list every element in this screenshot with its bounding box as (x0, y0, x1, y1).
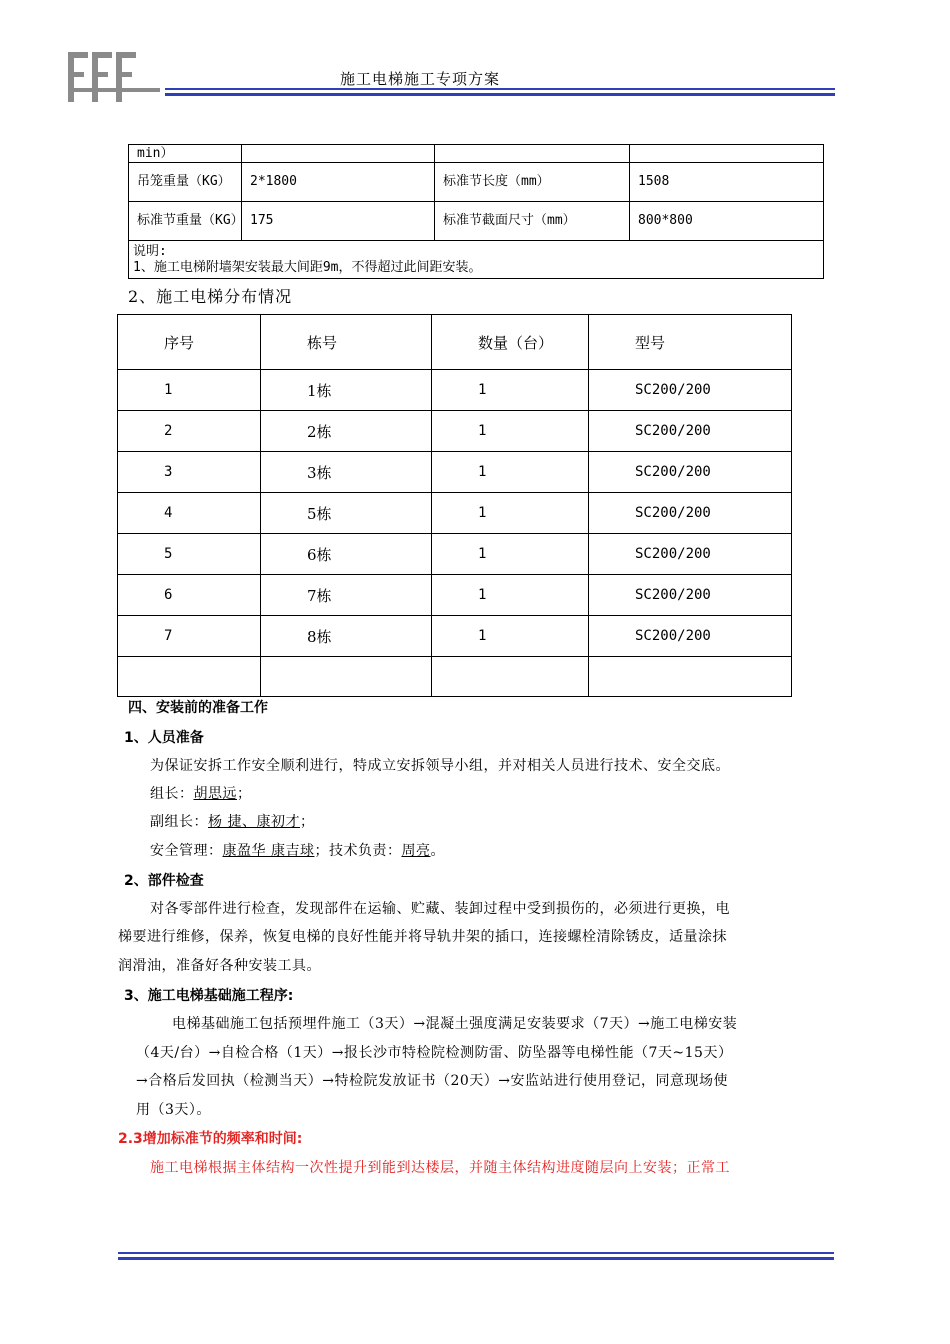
table-cell: 1 (432, 616, 589, 657)
paragraph-line: 梯要进行维修，保养，恢复电梯的良好性能并将导轨井架的插口，连接螺栓清除锈皮，适量涂抹 (118, 929, 727, 945)
section-heading: 四、安装前的准备工作 (128, 700, 268, 716)
column-header: 数量（台） (432, 315, 589, 370)
table-cell: 1 (432, 493, 589, 534)
table-cell: 2*1800 (242, 163, 435, 202)
table-cell (118, 657, 261, 697)
safety-names: 康盈华 康吉球 (222, 843, 315, 859)
table-cell: 2栋 (261, 411, 432, 452)
paragraph-line: （4天/台）→自检合格（1天）→报长沙市特检院检测防雷、防坠器等电梯性能（7天~15天） (136, 1045, 733, 1061)
punct: ； (299, 814, 315, 830)
table-cell (435, 145, 630, 163)
table-cell: 4 (118, 493, 261, 534)
paragraph-line: 用（3天）。 (136, 1102, 211, 1118)
leader-name: 胡思远 (193, 786, 237, 802)
leader-line (150, 783, 252, 803)
table-row (129, 145, 824, 163)
table-row (118, 657, 792, 697)
safety-line (150, 840, 445, 860)
label: 安全管理： (150, 843, 223, 859)
table-cell: 1 (118, 370, 261, 411)
table-cell: 2 (118, 411, 261, 452)
label: 组长： (150, 786, 194, 802)
paragraph: 为保证安拆工作安全顺利进行，特成立安拆领导小组，并对相关人员进行技术、安全交底。 (150, 758, 730, 774)
column-header: 序号 (118, 315, 261, 370)
paragraph-line: 施工电梯根据主体结构一次性提升到能到达楼层，并随主体结构进度随层向上安装；正常工 (150, 1160, 730, 1176)
section-heading: 2、施工电梯分布情况 (128, 287, 293, 306)
table-cell: 标准节长度（mm） (435, 163, 630, 202)
label: ；技术负责： (314, 843, 402, 859)
column-header: 栋号 (261, 315, 432, 370)
footer-rule-thick (118, 1257, 834, 1260)
paragraph-line: →合格后发回执（检测当天）→特检院发放证书（20天）→安监站进行使用登记，同意现场使 (136, 1073, 729, 1089)
table-row (129, 202, 824, 241)
table-cell: SC200/200 (589, 534, 792, 575)
column-header: 型号 (589, 315, 792, 370)
note-cell (129, 241, 824, 279)
table-row (118, 411, 792, 452)
table-cell (589, 657, 792, 697)
tech-name: 周亮 (401, 843, 431, 859)
table-row (129, 163, 824, 202)
table-cell: 1 (432, 370, 589, 411)
table-cell: 1栋 (261, 370, 432, 411)
table-cell: 吊笼重量（KG） (129, 163, 242, 202)
table-cell: 800*800 (630, 202, 824, 241)
deputy-names: 杨 捷、康初才 (208, 814, 300, 830)
table-row (118, 452, 792, 493)
table-row (118, 493, 792, 534)
punct: 。 (430, 843, 445, 859)
table-cell: 3 (118, 452, 261, 493)
table-cell: SC200/200 (589, 411, 792, 452)
table-cell: 1 (432, 411, 589, 452)
table-row (118, 534, 792, 575)
table-cell: 6栋 (261, 534, 432, 575)
table-cell: SC200/200 (589, 452, 792, 493)
table-cell: 6 (118, 575, 261, 616)
company-logo-icon (68, 48, 160, 104)
table-cell (242, 145, 435, 163)
table-cell: 标准节重量（KG） (129, 202, 242, 241)
table-cell: min） (129, 145, 242, 163)
paragraph-line: 电梯基础施工包括预埋件施工（3天）→混凝土强度满足安装要求（7天）→施工电梯安装 (172, 1016, 738, 1032)
header-rule (165, 88, 835, 90)
spec-table (128, 144, 824, 279)
table-cell: 7栋 (261, 575, 432, 616)
table-cell (630, 145, 824, 163)
table-cell: 175 (242, 202, 435, 241)
table-row (118, 575, 792, 616)
subsection-heading: 2、部件检查 (124, 873, 204, 889)
table-cell: SC200/200 (589, 370, 792, 411)
table-cell: 5 (118, 534, 261, 575)
table-cell: 5栋 (261, 493, 432, 534)
table-cell: 1508 (630, 163, 824, 202)
subsection-heading: 2.3增加标准节的频率和时间: (118, 1131, 303, 1147)
subsection-heading: 1、人员准备 (124, 730, 204, 746)
table-cell: 1 (432, 452, 589, 493)
table-cell: SC200/200 (589, 575, 792, 616)
table-cell: 1 (432, 534, 589, 575)
table-row (129, 241, 824, 279)
note-text: 1、施工电梯附墙架安装最大间距9m，不得超过此间距安装。 (133, 259, 482, 275)
table-cell: 1 (432, 575, 589, 616)
table-cell (432, 657, 589, 697)
footer-rule (118, 1252, 834, 1254)
table-cell: SC200/200 (589, 616, 792, 657)
distribution-table (117, 314, 792, 697)
table-cell: 7 (118, 616, 261, 657)
punct: ； (237, 786, 252, 802)
note-label: 说明: (133, 243, 167, 259)
subsection-heading: 3、施工电梯基础施工程序: (124, 988, 294, 1004)
table-row (118, 616, 792, 657)
table-cell (261, 657, 432, 697)
header-title: 施工电梯施工专项方案 (340, 70, 501, 88)
header-rule-thick (165, 93, 835, 96)
table-row (118, 370, 792, 411)
table-cell: 标准节截面尺寸（mm） (435, 202, 630, 241)
paragraph-line: 润滑油，准备好各种安装工具。 (118, 958, 321, 974)
table-header-row (118, 315, 792, 370)
table-cell: 8栋 (261, 616, 432, 657)
table-cell: 3栋 (261, 452, 432, 493)
label: 副组长： (150, 814, 208, 830)
table-cell: SC200/200 (589, 493, 792, 534)
paragraph-line: 对各零部件进行检查，发现部件在运输、贮藏、装卸过程中受到损伤的，必须进行更换，电 (150, 901, 730, 917)
deputy-line (150, 811, 314, 831)
